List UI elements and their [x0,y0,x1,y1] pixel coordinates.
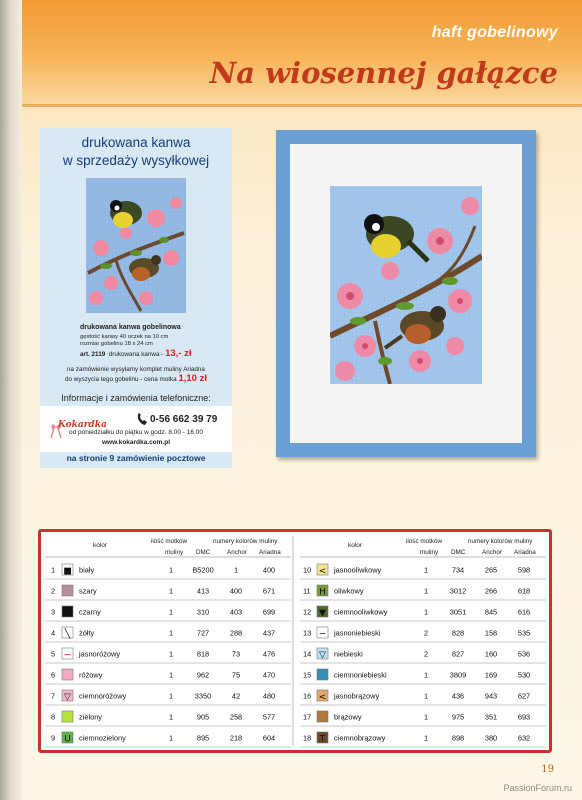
skein-qty: 1 [168,712,174,722]
symbol-mark: U [64,734,71,745]
canvas-thumbnail [86,178,186,313]
row-number: 14 [303,649,312,659]
color-name: jasnoniebieski [334,628,381,638]
symbol-mark: < [318,566,327,577]
order-note-1: na zamówienie wysyłamy komplet muliny Ariadna [67,366,205,373]
order-note-line2 [40,375,232,384]
color-swatch [62,585,73,596]
row-number: 11 [303,586,311,596]
dmc-number: 828 [451,628,465,638]
article-number: art. 2119 [80,351,106,358]
anchor-number: 845 [484,607,498,617]
color-name: jasnooliwkowy [334,565,382,575]
row-number: 7 [51,691,56,701]
ariadna-number: 476 [262,649,276,659]
header-anchor: Anchor [482,549,502,556]
ariadna-number: 530 [517,670,531,680]
color-swatch [62,669,73,680]
color-name: niebieski [334,649,363,659]
dmc-number: 734 [451,565,465,575]
anchor-number: 380 [484,733,498,743]
anchor-number: 160 [484,649,498,659]
website-link[interactable]: www.kokardka.com.pl [101,439,171,446]
anchor-number: 169 [484,670,498,680]
dmc-number: 413 [196,586,210,596]
contact-box [40,406,232,452]
dmc-number: 898 [451,733,465,743]
skein-qty: 1 [168,733,174,743]
dmc-number: 895 [196,733,210,743]
row-number: 12 [303,607,312,617]
color-swatch [62,606,73,617]
dmc-number: 962 [196,670,210,680]
order-note-2: do wyszycia tego gobelinu - cena motka [65,376,177,383]
ariadna-number: 604 [262,733,276,743]
color-name: żółty [79,628,95,638]
opening-hours: od poniedziałku do piątku w godz. 8.00 - 16.00 [68,429,204,436]
category-label: haft gobelinowy [431,24,558,41]
symbol-mark: ╲ [64,629,71,640]
dmc-number: 3809 [449,670,467,680]
ariadna-number: 480 [262,691,276,701]
color-swatch [317,669,328,680]
phone-number[interactable]: 0-56 662 39 79 [150,414,218,425]
symbol-mark: − [318,629,327,640]
anchor-number: 265 [484,565,498,575]
ariadna-number: 437 [262,628,276,638]
row-number: 4 [51,628,56,638]
color-name: różowy [79,670,103,680]
promo-heading [40,134,232,170]
framed-tapestry [276,130,536,457]
skein-qty: 1 [423,586,429,596]
skein-qty: 2 [423,649,429,659]
ariadna-number: 671 [262,586,276,596]
ariadna-number: 627 [517,691,531,701]
header-numbers: numery kolorów muliny [213,538,278,545]
skein-qty: 1 [423,691,429,701]
color-name: oliwkowy [334,586,364,596]
symbol-mark: ■ [63,566,72,577]
dmc-number: 310 [196,607,210,617]
row-number: 16 [303,691,312,701]
color-name: jasnobrązowy [334,691,380,701]
row-number: 10 [303,565,312,575]
promo-heading-line2: w sprzedaży wysyłkowej [62,153,210,168]
page-title: Na wiosennej gałązce [209,56,558,90]
color-key-table [38,529,552,753]
header-ariadna: Ariadna [259,549,281,556]
ariadna-number: 618 [517,586,531,596]
ariadna-number: 400 [262,565,276,575]
color-swatch [62,711,73,722]
canvas-price-label: drukowana kanwa - [108,351,164,358]
color-swatch [317,711,328,722]
skein-qty: 1 [423,607,429,617]
symbol-mark: ▽ [319,650,326,661]
anchor-number: 73 [231,649,241,659]
row-number: 6 [51,670,56,680]
header-skeins-sub: muliny [165,549,184,556]
skein-qty: 2 [423,628,429,638]
watermark: PassionForum.ru [503,783,572,793]
skein-qty: 1 [168,565,174,575]
skein-qty: 1 [168,586,174,596]
color-key-grid [41,532,549,750]
row-number: 2 [51,586,56,596]
product-name: drukowana kanwa gobelinowa [80,324,181,331]
dmc-number: 3051 [449,607,467,617]
row-number: 15 [303,670,312,680]
header-ariadna: Ariadna [514,549,536,556]
anchor-number: 42 [231,691,241,701]
dmc-number: 3012 [449,586,467,596]
color-name: ciemnooliwkowy [334,607,388,617]
ariadna-number: 699 [262,607,276,617]
anchor-number: 400 [229,586,243,596]
color-name: jasnoróżowy [79,649,121,659]
color-name: ciemnoróżowy [79,691,127,701]
ariadna-number: 536 [517,649,531,659]
ariadna-number: 632 [517,733,531,743]
dmc-number: 975 [451,712,465,722]
symbol-mark: ▽ [64,692,71,703]
skein-price: 1,10 zł [178,373,207,384]
promo-box [40,128,232,468]
row-number: 1 [51,565,56,575]
header-dmc: DMC [196,549,211,556]
symbol-mark: T [319,734,326,745]
row-number: 9 [51,733,56,743]
skein-qty: 1 [168,649,174,659]
dmc-number: 3350 [194,691,212,701]
color-name: szary [79,586,97,596]
ariadna-number: 616 [517,607,531,617]
symbol-mark: ▼ [319,608,326,619]
symbol-mark: − [63,650,72,661]
color-name: ciemnozielony [79,733,126,743]
price-line [80,350,232,359]
ariadna-number: 535 [517,628,531,638]
row-number: 17 [303,712,312,722]
dmc-number: 827 [451,649,465,659]
postal-order-note: na stronie 9 zamówienie pocztowe [66,453,206,463]
color-name: biały [79,565,95,575]
shop-name: Kokardka [58,420,107,430]
canvas-price: 13,- zł [165,348,192,359]
skein-qty: 1 [423,670,429,680]
dmc-number: 905 [196,712,210,722]
dmc-number: B5200 [192,565,214,575]
skein-qty: 1 [423,733,429,743]
row-number: 3 [51,607,56,617]
anchor-number: 75 [231,670,241,680]
page-spine [0,0,22,800]
anchor-number: 943 [484,691,498,701]
header-divider [22,104,582,107]
color-name: czarny [79,607,101,617]
tapestry-image [330,186,482,384]
header-skeins: ilość motków [406,538,443,545]
ariadna-number: 577 [262,712,276,722]
row-number: 8 [51,712,56,722]
canvas-density: gęstość kanwy 40 oczek na 10 cm [80,334,169,340]
promo-heading-line1: drukowana kanwa [81,135,191,150]
header-skeins: ilość motków [151,538,188,545]
symbol-mark: < [318,692,327,703]
skein-qty: 1 [168,691,174,701]
dmc-number: 436 [451,691,465,701]
color-name: ciemnoniebieski [334,670,387,680]
dmc-number: 727 [196,628,210,638]
anchor-number: 403 [229,607,243,617]
anchor-number: 1 [233,565,239,575]
anchor-number: 158 [484,628,498,638]
skein-qty: 1 [423,565,429,575]
symbol-mark: H [319,587,326,598]
row-number: 13 [303,628,312,638]
ariadna-number: 598 [517,565,531,575]
skein-qty: 1 [423,712,429,722]
skein-qty: 1 [168,607,174,617]
ariadna-number: 693 [517,712,531,722]
row-number: 5 [51,649,56,659]
contact-heading: Informacje i zamówienia telefoniczne: [61,393,211,403]
row-number: 18 [303,733,312,743]
dmc-number: 818 [196,649,210,659]
color-name: ciemnobrązowy [334,733,386,743]
page-number: 19 [541,764,554,775]
header-kolor: kolor [93,542,108,549]
color-name: brązowy [334,712,362,722]
header-anchor: Anchor [227,549,247,556]
phone-icon [136,412,148,426]
header-skeins-sub: muliny [420,549,439,556]
color-name: zielony [79,712,103,722]
header-dmc: DMC [451,549,466,556]
anchor-number: 218 [229,733,243,743]
anchor-number: 258 [229,712,243,722]
ariadna-number: 470 [262,670,276,680]
header-numbers: numery kolorów muliny [468,538,533,545]
anchor-number: 266 [484,586,498,596]
tapestry-size: rozmiar gobelinu 18 x 24 cm [80,341,153,347]
header-kolor: kolor [348,542,363,549]
frame-mat [290,144,522,443]
skein-qty: 1 [168,670,174,680]
skein-qty: 1 [168,628,174,638]
anchor-number: 288 [229,628,243,638]
anchor-number: 351 [484,712,498,722]
